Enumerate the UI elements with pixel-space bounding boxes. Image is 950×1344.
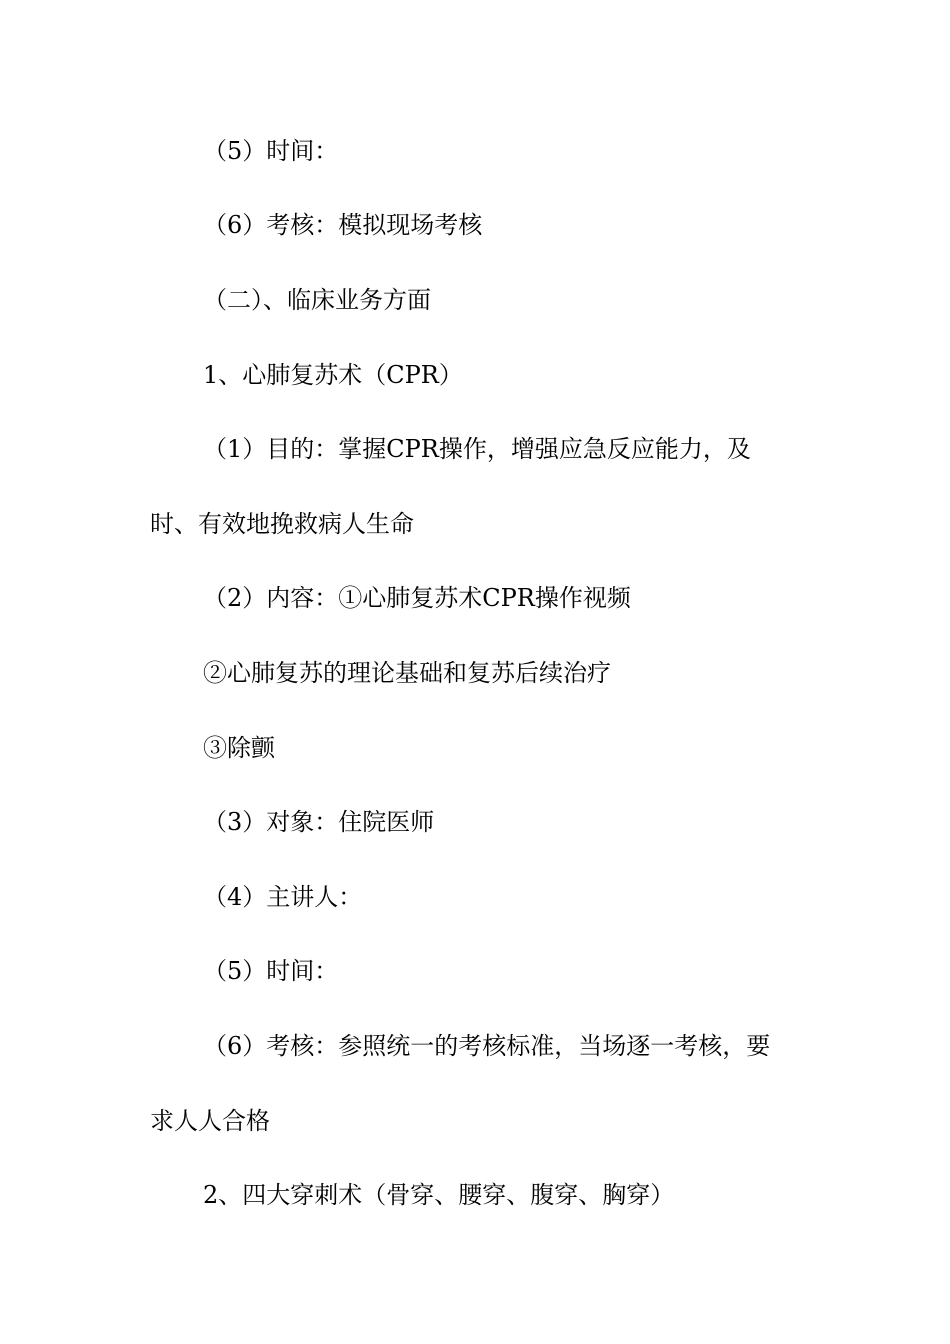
paragraph-assessment-1: （6）考核：模拟现场考核 (203, 211, 483, 239)
subsection-heading-cpr: 1、心肺复苏术（CPR） (203, 361, 463, 389)
paragraph-purpose: （1）目的：掌握CPR操作，增强应急反应能力，及 (203, 435, 751, 463)
section-heading-clinical: （二）、临床业务方面 (203, 286, 431, 314)
paragraph-time-1: （5）时间： (203, 137, 339, 165)
paragraph-speaker: （4）主讲人： (203, 883, 363, 911)
paragraph-content-item-2: ②心肺复苏的理论基础和复苏后续治疗 (203, 659, 611, 687)
paragraph-purpose-cont: 时、有效地挽救病人生命 (150, 510, 414, 538)
paragraph-time-2: （5）时间： (203, 957, 339, 985)
paragraph-content: （2）内容：①心肺复苏术CPR操作视频 (203, 584, 631, 612)
paragraph-assessment-2: （6）考核：参照统一的考核标准，当场逐一考核，要 (203, 1032, 771, 1060)
paragraph-audience: （3）对象：住院医师 (203, 808, 435, 836)
subsection-heading-punctures: 2、四大穿刺术（骨穿、腰穿、腹穿、胸穿） (203, 1181, 675, 1209)
paragraph-content-item-3: ③除颤 (203, 734, 275, 762)
paragraph-assessment-2-cont: 求人人合格 (150, 1107, 270, 1135)
